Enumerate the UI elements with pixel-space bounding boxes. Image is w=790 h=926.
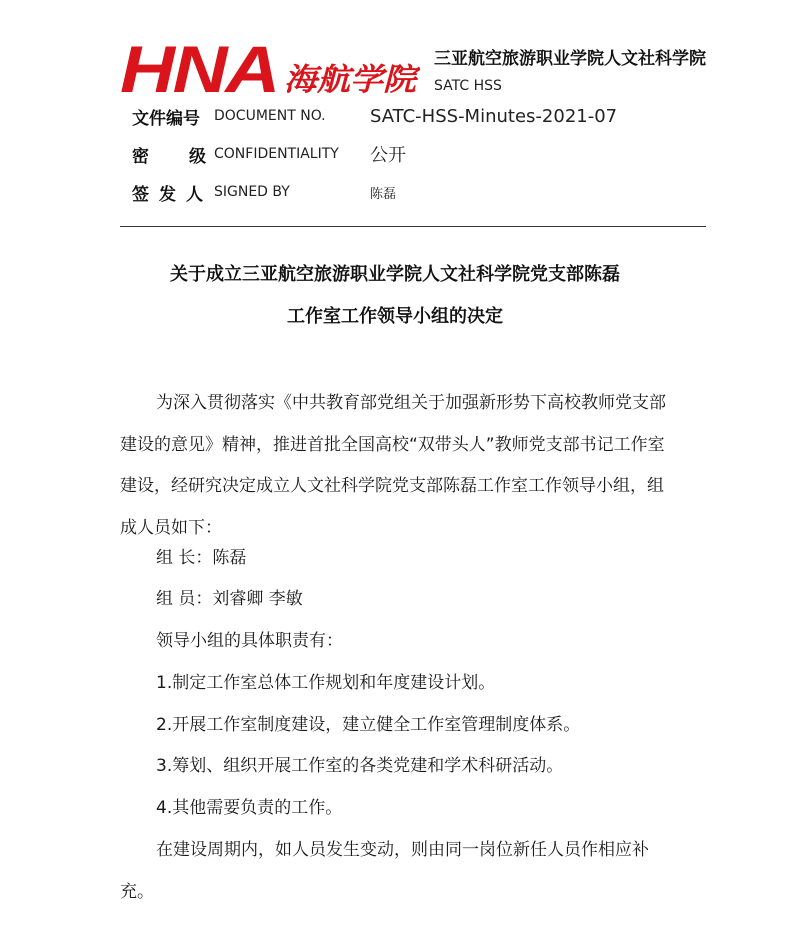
doc-no-label-en: DOCUMENT NO.: [214, 108, 326, 124]
duty-item-1: 1.制定工作室总体工作规划和年度建设计划。: [156, 673, 496, 693]
confidentiality-label-cn: 密级: [132, 146, 246, 167]
svg-text:海航学院: 海航学院: [284, 62, 420, 98]
leader-line: 组 长：陈磊: [156, 548, 247, 568]
header-divider: [120, 226, 706, 227]
document-title-line-2: 工作室工作领导小组的决定: [287, 306, 503, 327]
doc-no-value: SATC-HSS-Minutes-2021-07: [370, 105, 618, 127]
hna-logo: [120, 38, 420, 100]
confidentiality-label-en: CONFIDENTIALITY: [214, 146, 339, 162]
confidentiality-value: 公开: [370, 145, 406, 166]
org-abbr: SATC HSS: [434, 78, 502, 94]
meta-signed-by: [132, 178, 396, 206]
org-name: 三亚航空旅游职业学院人文社科学院: [434, 49, 706, 69]
duties-heading: 领导小组的具体职责有：: [156, 631, 343, 651]
signed-by-label-cn: 签发人: [132, 184, 213, 205]
doc-no-label-cn: 文件编号: [132, 108, 200, 129]
meta-document-no: [132, 102, 617, 130]
duty-item-3: 3.筹划、组织开展工作室的各类党建和学术科研活动。: [156, 756, 564, 776]
duty-item-2: 2.开展工作室制度建设，建立健全工作室管理制度体系。: [156, 715, 581, 735]
signed-by-value: 陈磊: [370, 186, 397, 202]
intro-paragraph: 为深入贯彻落实《中共教育部党组关于加强新形势下高校教师党支部建设的意见》精神，推进首批全国高校“双带头人”教师党支部书记工作室建设，经研究决定成立人文社科学院党支部陈磊工作室工作领导小组，组成人员如下：: [120, 393, 666, 538]
closing-paragraph: 在建设周期内，如人员发生变动，则由同一岗位新任人员作相应补充。: [120, 840, 649, 902]
meta-confidentiality: [132, 140, 406, 168]
svg-text:HNA: HNA: [120, 38, 278, 100]
members-line: 组 员：刘睿卿 李敏: [156, 589, 303, 609]
document-title-line-1: 关于成立三亚航空旅游职业学院人文社科学院党支部陈磊: [170, 264, 620, 285]
signed-by-label-en: SIGNED BY: [214, 184, 290, 200]
duty-item-4: 4.其他需要负责的工作。: [156, 798, 343, 818]
